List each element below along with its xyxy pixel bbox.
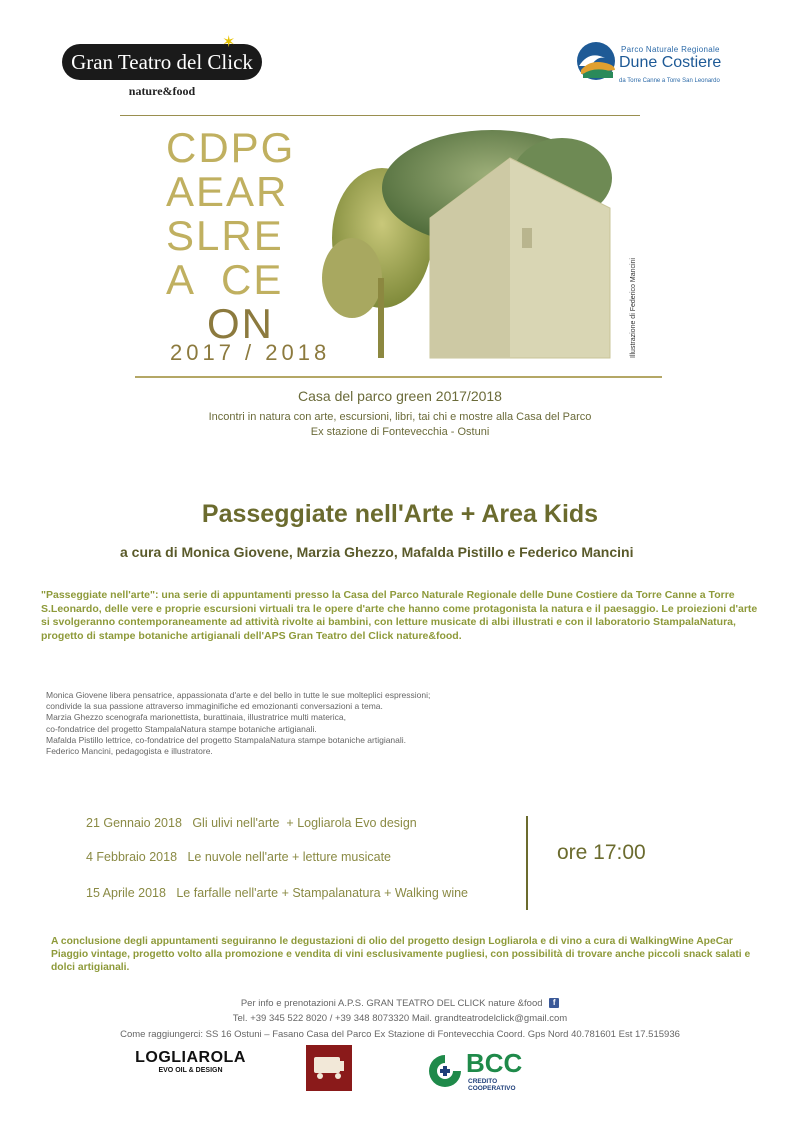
letter-row: ON: [166, 300, 275, 347]
bio-line: Mafalda Pistillo lettrice, co-fondatrice del progetto StampalaNatura stampe botaniche artigianali.: [46, 734, 407, 745]
conclusion-paragraph: A conclusione degli appuntamenti seguiranno le degustazioni di olio del progetto design Logliarola e di vino a cura di WalkingWine ApeCar Piaggio vintage, progetto volto alla promozione e vendita di vini esclusivamente pugliesi, con possibilità di trovare anche piccoli snack salati e dolci artigianali.: [51, 936, 751, 973]
footer-contacts: Tel. +39 345 522 8020 / +39 348 8073320 Mail. grandteatrodelclick@gmail.com: [232, 1013, 568, 1024]
subtitle-location: Ex stazione di Fontevecchia - Ostuni: [310, 426, 490, 438]
bio-line: Monica Giovene libera pensatrice, appassionata d'arte e del bello in tutte le sue molteplici espressioni;: [46, 690, 431, 700]
bcc-sub: CREDITO COOPERATIVO: [468, 1078, 516, 1092]
bcc-title: BCC: [466, 1048, 523, 1078]
star-icon: ✶: [222, 34, 236, 51]
gran-teatro-logo: [62, 34, 264, 100]
park-tagline: da Torre Canne a Torre San Leonardo: [619, 78, 720, 84]
logliarola-title: LOGLIAROLA: [135, 1049, 246, 1066]
tree-house-illustration: [312, 128, 632, 360]
park-title: Dune Costiere: [619, 54, 722, 71]
bio-line: co-fondatrice del progetto StampalaNatura stampe botaniche artigianali.: [46, 723, 317, 734]
footer-info-text: Per info e prenotazioni A.P.S. GRAN TEATRO DEL CLICK nature &food: [240, 998, 543, 1009]
bio-line: Marzia Ghezzo scenografa marionettista, burattinaia, illustratrice multi materica,: [46, 712, 346, 723]
subtitle-description: Incontri in natura con arte, escursioni, libri, tai chi e mostre alla Casa del Parco: [208, 411, 592, 423]
gtc-name: Gran Teatro del Click: [62, 44, 262, 80]
bcc-logo: [426, 1048, 538, 1092]
park-small-label: Parco Naturale Regionale: [621, 45, 720, 54]
logliarola-logo: [132, 1045, 249, 1087]
illustration-credit: Illustrazione di Federico Mancini: [630, 258, 637, 358]
season-years: 2017 / 2018: [170, 340, 331, 365]
main-title: Passeggiate nell'Arte + Area Kids: [201, 500, 599, 528]
cover-divider: [135, 376, 662, 378]
bcc-mark-icon: [426, 1052, 464, 1090]
gtc-tagline: nature&food: [128, 84, 196, 98]
bios-block: [46, 690, 486, 757]
bio-line: condivide la sua passione attraverso immaginifiche ed emozionanti conversazioni a tema.: [46, 701, 383, 712]
letter-row: SLRE: [166, 212, 284, 259]
letter-row: AEAR: [166, 168, 289, 215]
header-divider: [120, 115, 640, 116]
subtitle-heading: Casa del parco green 2017/2018: [298, 388, 502, 404]
intro-paragraph: "Passeggiate nell'arte": una serie di appuntamenti presso la Casa del Parco Naturale Regionale delle Dune Costiere da Torre Canne a Torre S.Leonardo, delle vere e proprie escursioni virtuali tra le opere d'arte che hanno come protagonista la natura e il paesaggio. Le proiezioni d'arte si svolgeranno contemporaneamente ad attività rivolte ai bambini, con letture musicate di albi illustrati e con il laboratorio StampalaNatura, progetto di stampe botaniche artigianali dell'APS Gran Teatro del Click nature&food.: [41, 589, 758, 642]
event-item: 4 Febbraio 2018 Le nuvole nell'arte + letture musicate: [86, 850, 392, 864]
footer-info: [0, 998, 800, 1009]
logliarola-sub: EVO OIL & DESIGN: [158, 1067, 223, 1074]
event-item: 15 Aprile 2018 Le farfalle nell'arte + Stampalanatura + Walking wine: [86, 886, 469, 900]
event-item: 21 Gennaio 2018 Gli ulivi nell'arte + Logliarola Evo design: [86, 816, 417, 830]
events-divider: [526, 816, 528, 910]
dune-wave-icon: [575, 40, 617, 82]
walking-wine-logo: [306, 1045, 352, 1091]
curators-line: a cura di Monica Giovene, Marzia Ghezzo, Mafalda Pistillo e Federico Mancini: [120, 544, 634, 560]
bio-line: Federico Mancini, pedagogista e illustratore.: [46, 746, 213, 757]
event-time: ore 17:00: [557, 841, 646, 864]
dune-costiere-logo: [575, 40, 765, 94]
footer-directions: Come raggiungerci: SS 16 Ostuni – Fasano Casa del Parco Ex Stazione di Fontevecchia Coord. Gps Nord 40.781601 Est 17.515936: [120, 1029, 680, 1040]
facebook-icon[interactable]: f: [549, 998, 559, 1008]
letter-row: CDPG: [166, 124, 296, 171]
letter-row: A CE: [166, 256, 284, 303]
